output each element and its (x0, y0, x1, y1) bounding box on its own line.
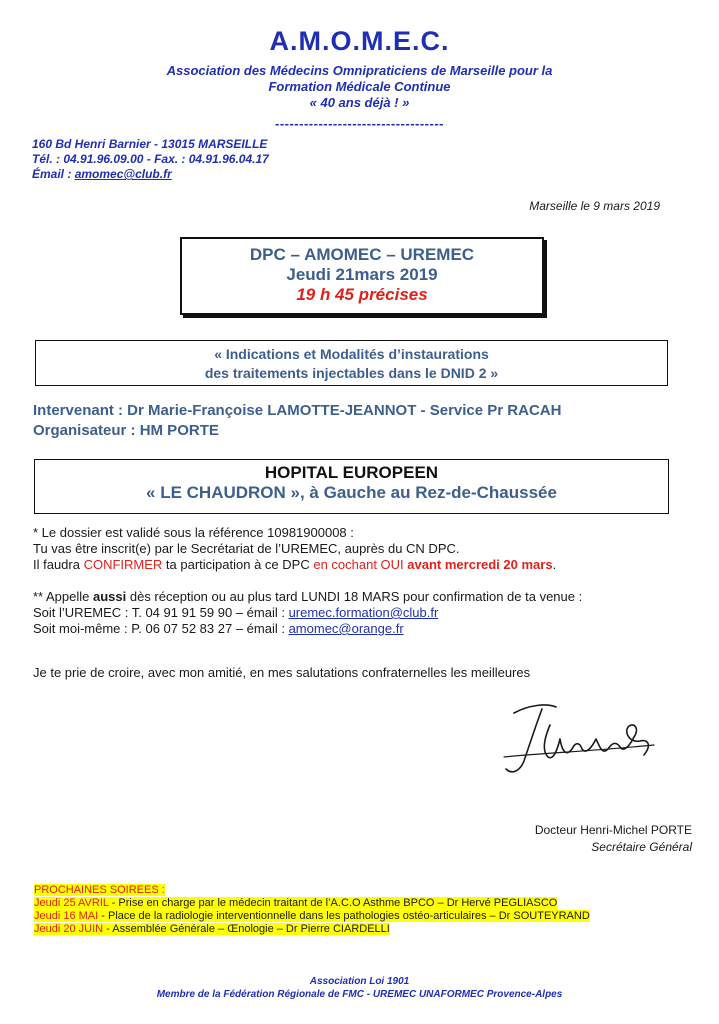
emphasis-aussi: aussi (93, 589, 127, 604)
body-line (33, 621, 683, 637)
upcoming-date: Jeudi 20 JUIN (34, 923, 104, 935)
text-span: ta participation à ce DPC (162, 557, 314, 572)
upcoming-item (34, 910, 590, 923)
uremec-email-link[interactable]: uremec.formation@club.fr (288, 605, 439, 620)
upcoming-heading: PROCHAINES SOIREES : (34, 884, 165, 896)
upcoming-date: Jeudi 16 MAI (34, 910, 99, 922)
email-line (32, 167, 269, 182)
event-date: Jeudi 21mars 2019 (286, 265, 438, 284)
contact-block (32, 137, 269, 182)
body-line (33, 605, 683, 621)
upcoming-text: - Prise en charge par le médecin traitant de l’A.C.O Asthme BPCO – Dr Hervé PEGLIASCO (108, 897, 558, 909)
subtitle-line: « 40 ans déjà ! » (309, 95, 410, 110)
venue-box (34, 459, 669, 514)
letter-body (33, 525, 683, 637)
upcoming-text: - Assemblée Générale – Œnologie – Dr Pierre CIARDELLI (103, 923, 390, 935)
association-title: A.M.O.M.E.C. (269, 26, 450, 56)
event-title: DPC – AMOMEC – UREMEC (249, 245, 475, 264)
footer-line: Membre de la Fédération Régionale de FMC - UREMEC UNAFORMEC Provence-Alpes (156, 989, 563, 1000)
intervenant: Intervenant : Dr Marie-Françoise LAMOTTE-JEANNOT - Service Pr RACAH (33, 402, 562, 419)
address: 160 Bd Henri Barnier - 13015 MARSEILLE (32, 137, 268, 151)
association-subtitle (0, 63, 719, 111)
confirm-text: CONFIRMER (83, 557, 163, 572)
signer-name: Docteur Henri-Michel PORTE (534, 823, 692, 837)
signature-image (484, 695, 664, 785)
email-label: Émail : (32, 167, 75, 181)
text-span: ** Appelle (33, 589, 93, 604)
closing-line: Je te prie de croire, avec mon amitié, en mes salutations confraternelles les meilleures (33, 665, 531, 680)
upcoming-item (34, 923, 590, 936)
upcoming-text: - Place de la radiologie interventionnelle dans les pathologies ostéo-articulaires – Dr SOUTEYRAND (98, 910, 590, 922)
event-time: 19 h 45 précises (296, 285, 428, 304)
footer (0, 975, 719, 1001)
topic-line: des traitements injectables dans le DNID 2 » (204, 365, 499, 381)
subtitle-line: Association des Médecins Omnipraticiens de Marseille pour la (166, 63, 553, 78)
speakers-block (33, 401, 561, 441)
text-span: Il faudra (33, 557, 84, 572)
footer-line: Association Loi 1901 (309, 976, 410, 987)
email-link[interactable]: amomec@club.fr (74, 167, 172, 181)
signer-role: Secrétaire Général (591, 840, 692, 854)
venue-name: HOPITAL EUROPEEN (264, 463, 439, 482)
upcoming-date: Jeudi 25 AVRIL (34, 897, 109, 909)
topic-line: « Indications et Modalités d’instaurations (214, 346, 489, 362)
text-span: Soit moi-même : P. 06 07 52 83 27 – émail : (33, 621, 289, 636)
venue-location: « LE CHAUDRON », à Gauche au Rez-de-Chaussée (146, 483, 557, 502)
upcoming-item (34, 897, 590, 910)
organisateur: Organisateur : HM PORTE (33, 422, 219, 439)
letter-date: Marseille le 9 mars 2019 (529, 199, 660, 213)
check-yes-text: en cochant OUI (313, 557, 404, 572)
body-line: Tu vas être inscrit(e) par le Secrétariat de l’UREMEC, auprès du CN DPC. (33, 541, 460, 556)
deadline-text: avant mercredi 20 mars (407, 557, 553, 572)
header-separator: ----------------------------------- (274, 116, 445, 131)
text-span: . (552, 557, 557, 572)
upcoming-evenings (34, 884, 590, 936)
topic-box (35, 340, 668, 386)
text-span: dès réception ou au plus tard LUNDI 18 MARS pour confirmation de ta venue : (126, 589, 583, 604)
body-line (33, 589, 683, 605)
body-line: * Le dossier est validé sous la référence 10981900008 : (33, 525, 354, 540)
subtitle-line: Formation Médicale Continue (268, 79, 451, 94)
event-box (180, 237, 544, 315)
signer-block (535, 822, 692, 856)
amomec-email-link[interactable]: amomec@orange.fr (288, 621, 404, 636)
body-line (33, 557, 683, 573)
phone-fax: Tél. : 04.91.96.09.00 - Fax. : 04.91.96.04.17 (32, 152, 269, 166)
text-span: Soit l’UREMEC : T. 04 91 91 59 90 – émail : (33, 605, 289, 620)
